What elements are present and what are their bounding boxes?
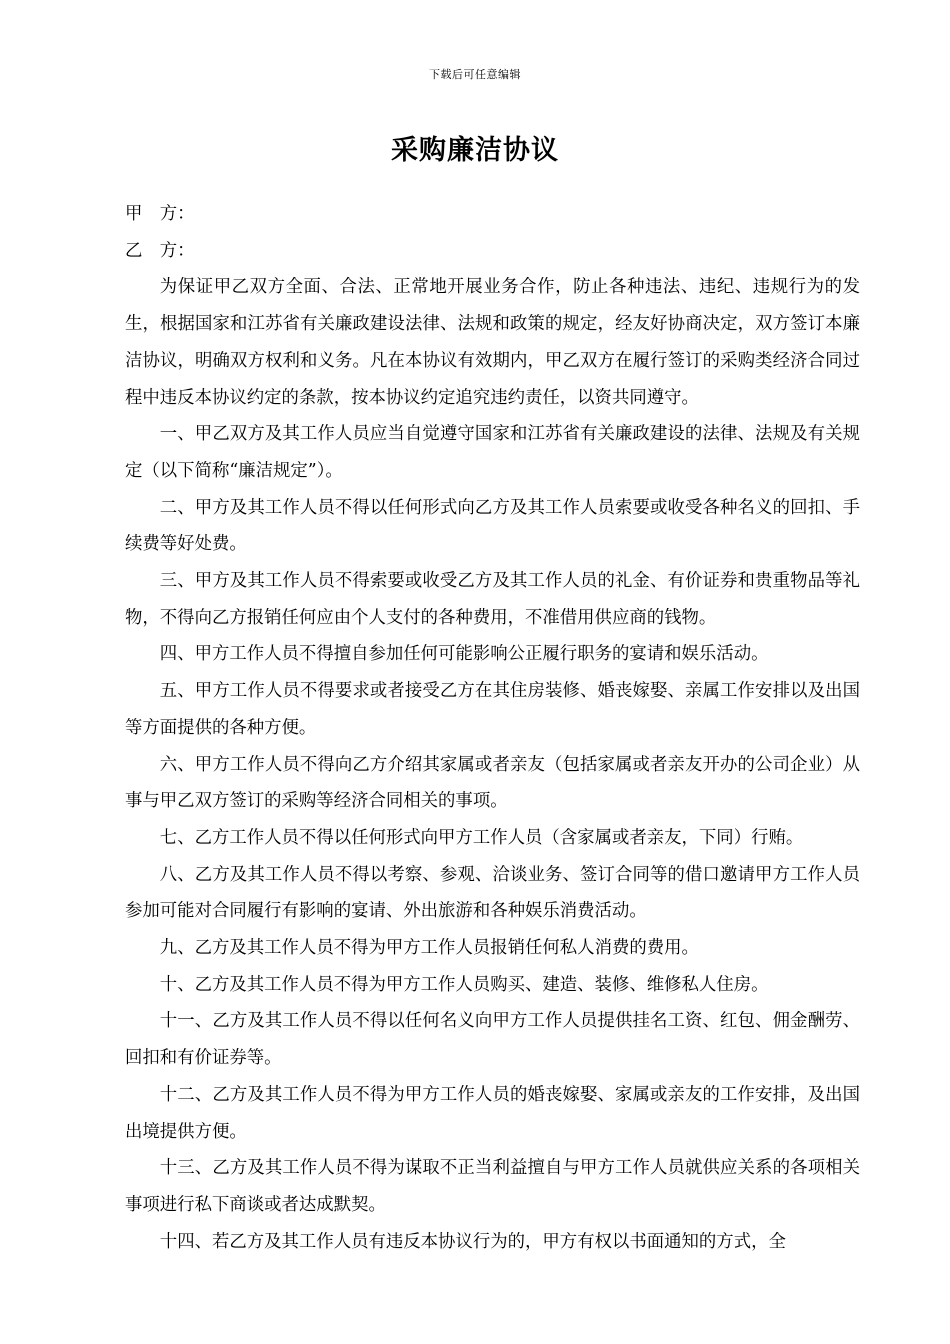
clause-12: 十二、乙方及其工作人员不得为甲方工作人员的婚丧嫁娶、家属或亲友的工作安排，及出国出境提供方便。 [125, 1084, 860, 1142]
clause-1: 一、甲乙双方及其工作人员应当自觉遵守国家和江苏省有关廉政建设的法律、法规及有关规定（以下简称“廉洁规定”）。 [125, 424, 860, 481]
clause-10: 十、乙方及其工作人员不得为甲方工作人员购买、建造、装修、维修私人住房。 [159, 974, 769, 995]
clause-8: 八、乙方及其工作人员不得以考察、参观、洽谈业务、签订合同等的借口邀请甲方工作人员参加可能对合同履行有影响的宴请、外出旅游和各种娱乐消费活动。 [125, 864, 860, 922]
clause-3: 三、甲方及其工作人员不得索要或收受乙方及其工作人员的礼金、有价证券和贵重物品等礼物，不得向乙方报销任何应由个人支付的各种费用，不准借用供应商的钱物。 [125, 571, 860, 628]
preamble-paragraph: 为保证甲乙双方全面、合法、正常地开展业务合作，防止各种违法、违纪、违规行为的发生，根据国家和江苏省有关廉政建设法律、法规和政策的规定，经友好协商决定，双方签订本廉洁协议，明确双方权利和义务。凡在本协议有效期内，甲乙双方在履行签订的采购类经济合同过程中违反本协议约定的条款，按本协议约定追究违约责任，以资共同遵守。 [125, 277, 860, 408]
document-title: 采购廉洁协议 [391, 135, 559, 166]
party-a-line: 甲 方： [125, 204, 195, 224]
clause-7: 七、乙方工作人员不得以任何形式向甲方工作人员（含家属或者亲友，下同）行贿。 [159, 827, 804, 848]
clause-2: 二、甲方及其工作人员不得以任何形式向乙方及其工作人员索要或收受各种名义的回扣、手续费等好处费。 [125, 497, 860, 555]
clause-5: 五、甲方工作人员不得要求或者接受乙方在其住房装修、婚丧嫁娶、亲属工作安排以及出国等方面提供的各种方便。 [125, 681, 860, 738]
header-note: 下载后可任意编辑 [429, 68, 521, 81]
party-b-line: 乙 方： [125, 240, 195, 261]
document-body [125, 196, 860, 1260]
clause-14: 十四、若乙方及其工作人员有违反本协议行为的，甲方有权以书面通知的方式，全 [159, 1231, 786, 1252]
clause-6: 六、甲方工作人员不得向乙方介绍其家属或者亲友（包括家属或者亲友开办的公司企业）从事与甲乙双方签订的采购等经济合同相关的事项。 [125, 754, 860, 812]
clause-13: 十三、乙方及其工作人员不得为谋取不正当利益擅自与甲方工作人员就供应关系的各项相关事项进行私下商谈或者达成默契。 [125, 1158, 860, 1215]
clause-11: 十一、乙方及其工作人员不得以任何名义向甲方工作人员提供挂名工资、红包、佣金酬劳、回扣和有价证券等。 [125, 1011, 860, 1069]
clause-9: 九、乙方及其工作人员不得为甲方工作人员报销任何私人消费的费用。 [159, 938, 699, 959]
clause-4: 四、甲方工作人员不得擅自参加任何可能影响公正履行职务的宴请和娱乐活动。 [159, 644, 769, 665]
